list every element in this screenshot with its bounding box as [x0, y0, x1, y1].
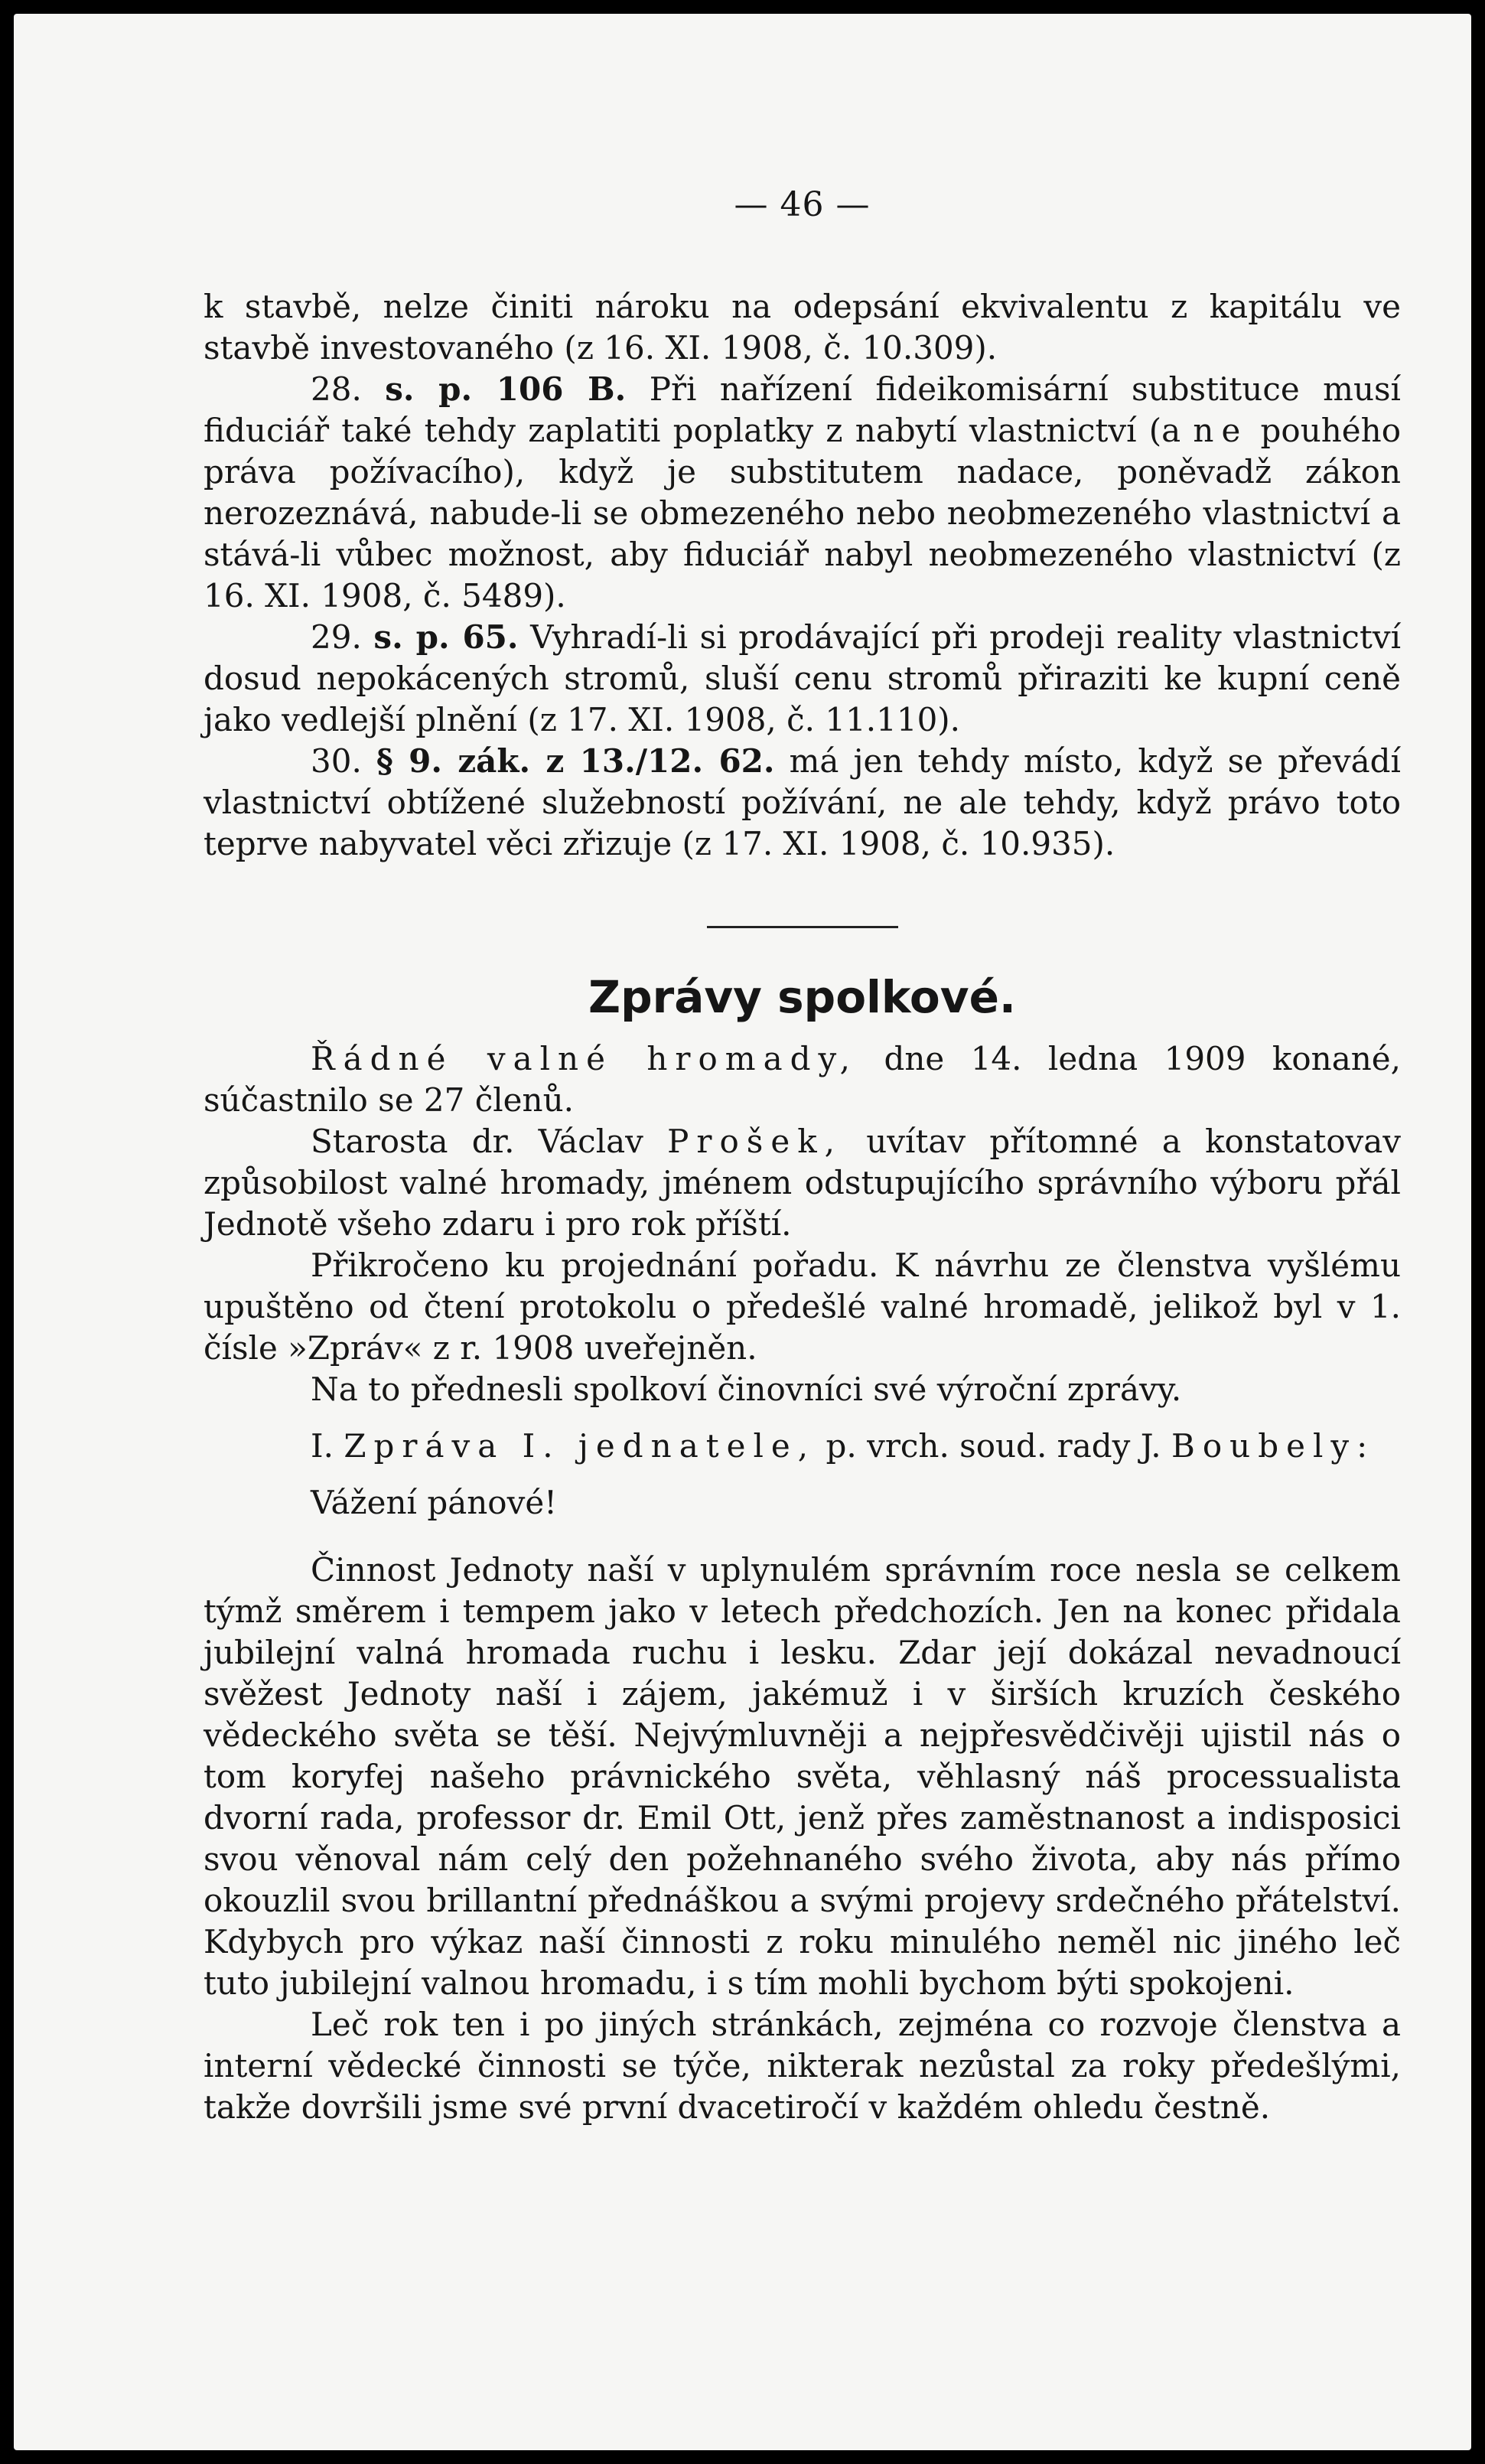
agenda-paragraph: Přikročeno ku projednání pořadu. K návrhu ze členstva vyšlému upuštěno od čtení protokolu o předešlé valné hromadě, jelikož byl v 1. čísle »Zpráv« z r. 1908 uveřejněn. — [204, 1246, 1401, 1367]
meeting-intro: Řádné valné hromady, dne 14. ledna 1909 konané, súčastnilo se 27 členů. — [204, 1039, 1401, 1119]
item-29-ref: s. p. 65. — [373, 618, 519, 656]
page-number: — 46 — — [734, 185, 871, 224]
item-29: 29. s. p. 65. Vyhradí-li si prodávající při prodeji reality vlastnictví dosud nepokácených stromů, sluší cenu stromů přiraziti ke kupní ceně jako vedlejší plnění (z 17. XI. 1908, č. 11.110). — [204, 618, 1401, 738]
report-paragraph-2: Leč rok ten i po jiných stránkách, zejména co rozvoje členstva a interní vědecké činnosti se týče, nikterak nezůstal za roky předešlými, takže dovršili jsme své první dvacetiročí v každém ohledu čestně. — [204, 2005, 1401, 2126]
item-30-ref: § 9. zák. z 13./12. 62. — [376, 742, 775, 780]
item-28-ref: s. p. 106 B. — [385, 370, 627, 408]
item-30: 30. § 9. zák. z 13./12. 62. má jen tehdy místo, když se převádí vlastnictví obtížené služebností požívání, ne ale tehdy, když právo toto teprve nabyvatel věci zřizuje (z 17. XI. 1908, č. 10.935). — [204, 742, 1401, 862]
section-heading: Zprávy spolkové. — [588, 971, 1016, 1023]
item-28: 28. s. p. 106 B. Při nařízení fideikomisární substituce musí fiduciář také tehdy zaplatiti poplatky z nabytí vlastnictví (a ne pouhého práva požívacího), když je substitutem nadace, poněvadž zákon nerozeznává, nabude-li se obmezeného nebo neobmezeného vlastnictví a stává-li vůbec možnost, aby fiduciář nabyl neobmezeného vlastnictví (z 16. XI. 1908, č. 5489). — [204, 370, 1401, 614]
reports-paragraph: Na to přednesli spolkoví činovníci své výroční zprávy. — [311, 1370, 1182, 1408]
section-divider — [707, 926, 898, 928]
document-page — [14, 14, 1471, 2450]
report-paragraph-1: Činnost Jednoty naší v uplynulém správním roce nesla se celkem týmž směrem i tempem jako v letech předchozích. Jen na konec přidala jubilejní valná hromada ruchu i lesku. Zdar její dokázal nevadnoucí svěžest Jednoty naší i zájem, jakémuž i v širších kruzích českého vědeckého světa se těší. Nejvýmluvněji a nejpřesvědčivěji ujistil nás o tom koryfej našeho právnického světa, věhlasný náš processualista dvorní rada, professor dr. Emil Ott, jenž přes zaměstnanost a indisposici svou věnoval nám celý den požehnaného svého života, aby nás přímo okouzlil svou brillantní přednáškou a svými projevy srdečného přátelství. Kdybych pro výkaz naší činnosti z roku minulého neměl nic jiného leč tuto jubilejní valnou hromadu, i s tím mohli bychom býti spokojeni. — [204, 1550, 1401, 2002]
chairman-paragraph: Starosta dr. Václav Prošek, uvítav přítomné a konstatovav způsobilost valné hromady, jménem odstupujícího správního výboru přál Jednotě všeho zdaru i pro rok příští. — [204, 1122, 1402, 1243]
page-body — [204, 185, 1402, 2128]
report-title: I. Zpráva I. jednatele, p. vrch. soud. rady J. Boubely: — [311, 1426, 1376, 1465]
paragraph-continuation: k stavbě, nelze činiti nároku na odepsání ekvivalentu z kapitálu ve stavbě investovaného (z 16. XI. 1908, č. 10.309). — [204, 288, 1401, 367]
salutation: Vážení pánové! — [311, 1483, 558, 1521]
